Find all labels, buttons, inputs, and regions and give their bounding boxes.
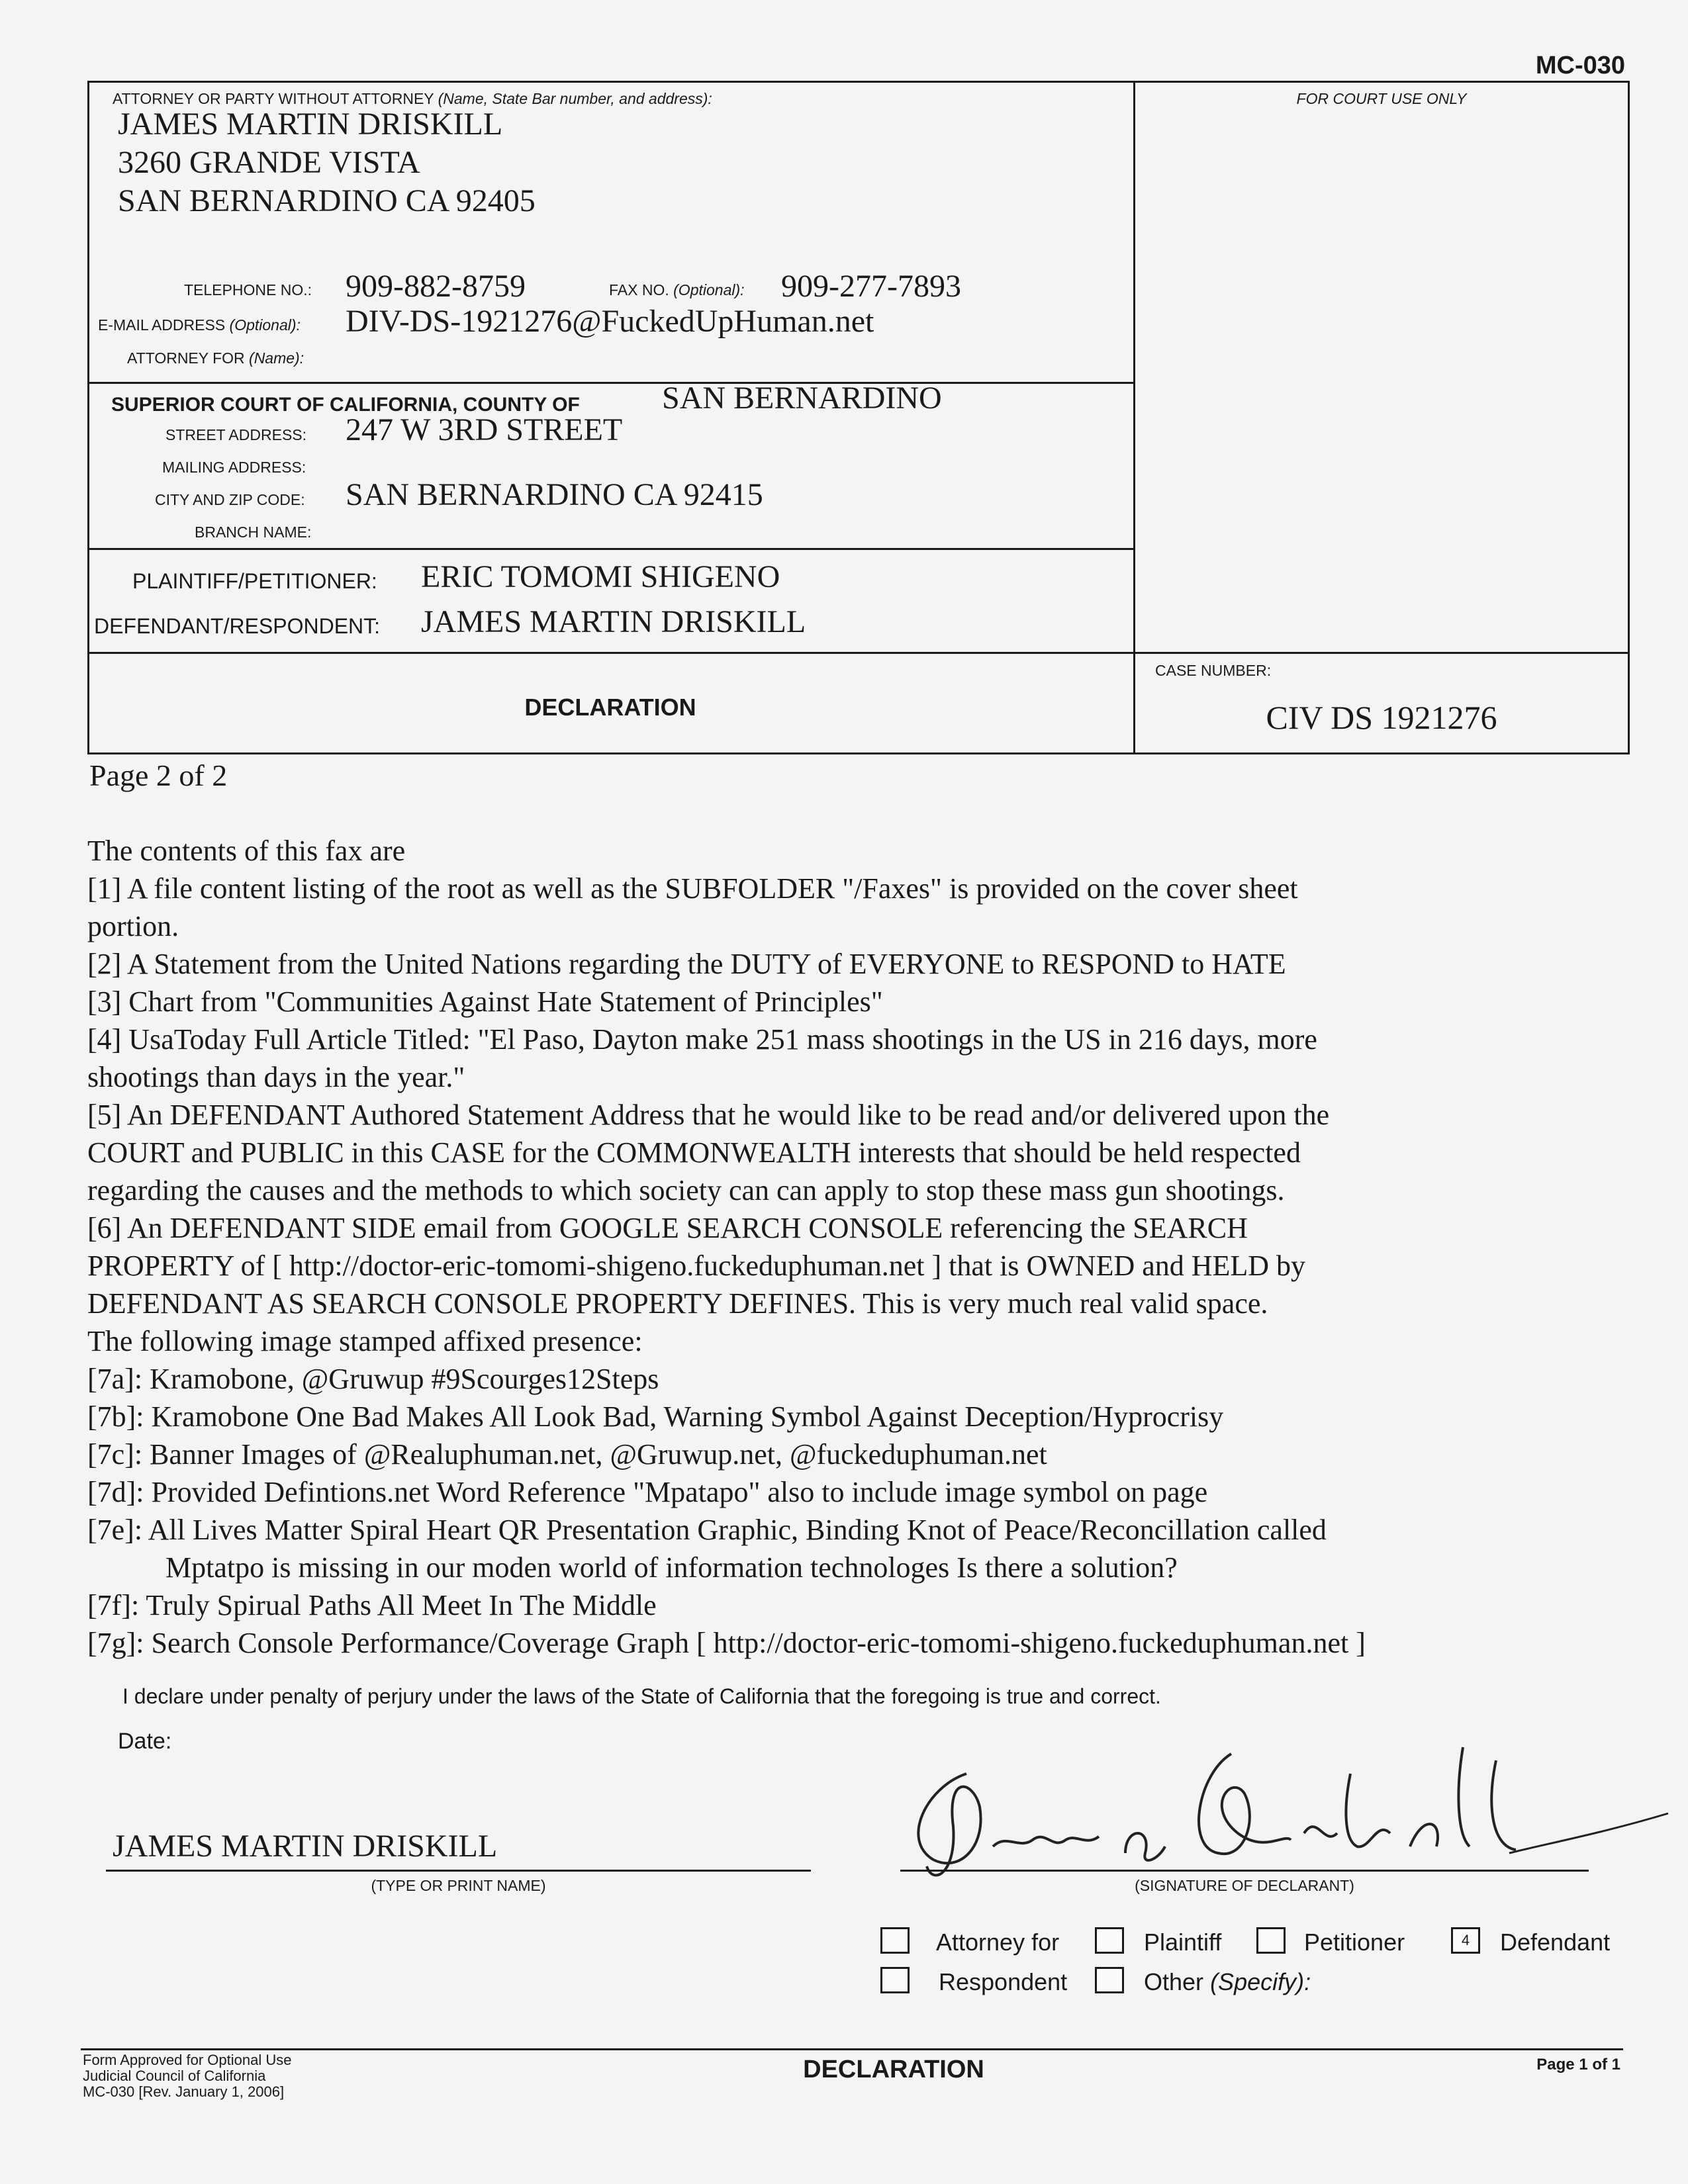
checkbox-defendant[interactable] <box>1451 1927 1480 1954</box>
checkbox-respondent[interactable] <box>880 1967 910 1993</box>
email-label <box>98 316 301 334</box>
fax-label <box>609 281 745 299</box>
body-line: DEFENDANT AS SEARCH CONSOLE PROPERTY DEFINES. This is very much real valid space. <box>87 1287 1268 1320</box>
body-line: [7a]: Kramobone, @Gruwup #9Scourges12Steps <box>87 1363 659 1395</box>
body-line: [7b]: Kramobone One Bad Makes All Look Bad, Warning Symbol Against Deception/Hyprocrisy <box>87 1400 1224 1433</box>
divider-attorney-court <box>87 382 1135 384</box>
footer-approved: Form Approved for Optional Use <box>83 2052 292 2068</box>
checkbox-petitioner-label: Petitioner <box>1304 1929 1405 1956</box>
body-line: [3] Chart from "Communities Against Hate Statement of Principles" <box>87 985 883 1018</box>
footer-council: Judicial Council of California <box>83 2068 266 2084</box>
attorney-for-label-italic: (Name): <box>249 349 305 367</box>
perjury-statement: I declare under penalty of perjury under the laws of the State of California that the foregoing is true and correct. <box>122 1684 1161 1708</box>
checkbox-attorney-for[interactable] <box>880 1927 910 1954</box>
checkbox-petitioner[interactable] <box>1256 1927 1286 1954</box>
signature <box>887 1734 1681 1886</box>
checkbox-plaintiff[interactable] <box>1095 1927 1124 1954</box>
telephone-label: TELEPHONE NO.: <box>184 281 312 298</box>
checkbox-other-label-text: Other <box>1144 1968 1204 1995</box>
court-label: SUPERIOR COURT OF CALIFORNIA, COUNTY OF <box>111 394 580 416</box>
attorney-header-label-text: ATTORNEY OR PARTY WITHOUT ATTORNEY <box>113 90 434 107</box>
date-label: Date: <box>118 1729 172 1754</box>
body-line: Mptatpo is missing in our moden world of information technologes Is there a solution? <box>165 1551 1178 1584</box>
body-line: [4] UsaToday Full Article Titled: "El Paso, Dayton make 251 mass shootings in the US in 216 days, more <box>87 1023 1317 1056</box>
printed-name-line <box>106 1870 811 1872</box>
court-street: 247 W 3RD STREET <box>346 412 623 447</box>
checkbox-other-label <box>1144 1968 1311 1996</box>
defendant-name: JAMES MARTIN DRISKILL <box>421 604 806 639</box>
signature-line <box>900 1870 1589 1872</box>
checkbox-respondent-label: Respondent <box>939 1968 1068 1995</box>
attorney-name: JAMES MARTIN DRISKILL <box>118 107 503 142</box>
attorney-header-label-italic: (Name, State Bar number, and address): <box>438 90 712 107</box>
court-use-label: FOR COURT USE ONLY <box>1296 90 1467 107</box>
body-line: [6] An DEFENDANT SIDE email from GOOGLE SEARCH CONSOLE referencing the SEARCH <box>87 1212 1248 1244</box>
attorney-header-label <box>113 90 712 108</box>
document-title: DECLARATION <box>524 694 696 721</box>
checkbox-attorney-for-label: Attorney for <box>936 1929 1060 1956</box>
body-line: [1] A file content listing of the root as well as the SUBFOLDER "/Faxes" is provided on the cover sheet <box>87 872 1298 905</box>
signature-label: (SIGNATURE OF DECLARANT) <box>1135 1877 1354 1894</box>
fax-label-italic: (Optional): <box>673 281 745 298</box>
declaration-body <box>87 832 1366 1662</box>
type-print-name-label: (TYPE OR PRINT NAME) <box>371 1877 546 1894</box>
street-address-label: STREET ADDRESS: <box>165 426 307 443</box>
city-zip-label: CITY AND ZIP CODE: <box>155 491 305 508</box>
fax-value: 909-277-7893 <box>781 269 961 304</box>
mailing-address-label: MAILING ADDRESS: <box>162 459 306 476</box>
checkbox-other-label-italic: (Specify): <box>1210 1968 1311 1995</box>
body-line: COURT and PUBLIC in this CASE for the COMMONWEALTH interests that should be held respected <box>87 1136 1301 1169</box>
form-number: MC-030 <box>1535 52 1625 79</box>
footer-rev: MC-030 [Rev. January 1, 2006] <box>83 2083 285 2100</box>
body-line: [7g]: Search Console Performance/Coverage Graph [ http://doctor-eric-tomomi-shigeno.fuckeduphuman.net ] <box>87 1627 1366 1659</box>
fax-label-text: FAX NO. <box>609 281 669 298</box>
body-line: [7d]: Provided Defintions.net Word Reference "Mpatapo" also to include image symbol on page <box>87 1476 1208 1508</box>
attorney-for-label-text: ATTORNEY FOR <box>127 349 245 367</box>
court-county: SAN BERNARDINO <box>662 381 942 416</box>
attorney-city: SAN BERNARDINO CA 92405 <box>118 183 536 218</box>
page-indicator: Page 2 of 2 <box>89 758 228 792</box>
body-line: shootings than days in the year." <box>87 1061 465 1093</box>
checkbox-other[interactable] <box>1095 1967 1124 1993</box>
divider-court-parties <box>87 548 1135 550</box>
checkbox-defendant-label: Defendant <box>1500 1929 1611 1956</box>
body-line: The following image stamped affixed presence: <box>87 1325 643 1357</box>
footer-rule <box>81 2048 1623 2050</box>
plaintiff-label: PLAINTIFF/PETITIONER: <box>132 569 377 593</box>
body-line: [5] An DEFENDANT Authored Statement Address that he would like to be read and/or delivered upon the <box>87 1099 1330 1131</box>
email-label-italic: (Optional): <box>229 316 301 334</box>
divider-parties-title <box>87 652 1630 654</box>
attorney-for-label <box>127 349 304 367</box>
body-line: portion. <box>87 910 179 942</box>
branch-name-label: BRANCH NAME: <box>195 523 312 541</box>
email-label-text: E-MAIL ADDRESS <box>98 316 226 334</box>
attorney-street: 3260 GRANDE VISTA <box>118 145 420 180</box>
checkbox-plaintiff-label: Plaintiff <box>1144 1929 1222 1956</box>
telephone-value: 909-882-8759 <box>346 269 526 304</box>
plaintiff-name: ERIC TOMOMI SHIGENO <box>421 559 780 594</box>
body-line: PROPERTY of [ http://doctor-eric-tomomi-shigeno.fuckeduphuman.net ] that is OWNED and HELD by <box>87 1250 1306 1282</box>
body-line: The contents of this fax are <box>87 835 406 867</box>
defendant-label: DEFENDANT/RESPONDENT: <box>94 614 381 638</box>
body-line: [7f]: Truly Spirual Paths All Meet In The Middle <box>87 1589 657 1621</box>
footer-title: DECLARATION <box>803 2056 984 2083</box>
email-value: DIV-DS-1921276@FuckedUpHuman.net <box>346 304 874 339</box>
body-line: [7c]: Banner Images of @Realuphuman.net, @Gruwup.net, @fuckeduphuman.net <box>87 1438 1047 1471</box>
footer-page: Page 1 of 1 <box>1536 2056 1620 2073</box>
printed-name: JAMES MARTIN DRISKILL <box>113 1829 498 1864</box>
body-line: [2] A Statement from the United Nations regarding the DUTY of EVERYONE to RESPOND to HATE <box>87 948 1286 980</box>
case-number: CIV DS 1921276 <box>1266 699 1497 736</box>
body-line: [7e]: All Lives Matter Spiral Heart QR Presentation Graphic, Binding Knot of Peace/Reconcillation called <box>87 1514 1327 1546</box>
checkbox-defendant-mark: 4 <box>1461 1932 1470 1948</box>
court-city: SAN BERNARDINO CA 92415 <box>346 477 763 512</box>
case-number-label: CASE NUMBER: <box>1155 662 1272 679</box>
body-line: regarding the causes and the methods to which society can can apply to stop these mass gun shootings. <box>87 1174 1285 1206</box>
